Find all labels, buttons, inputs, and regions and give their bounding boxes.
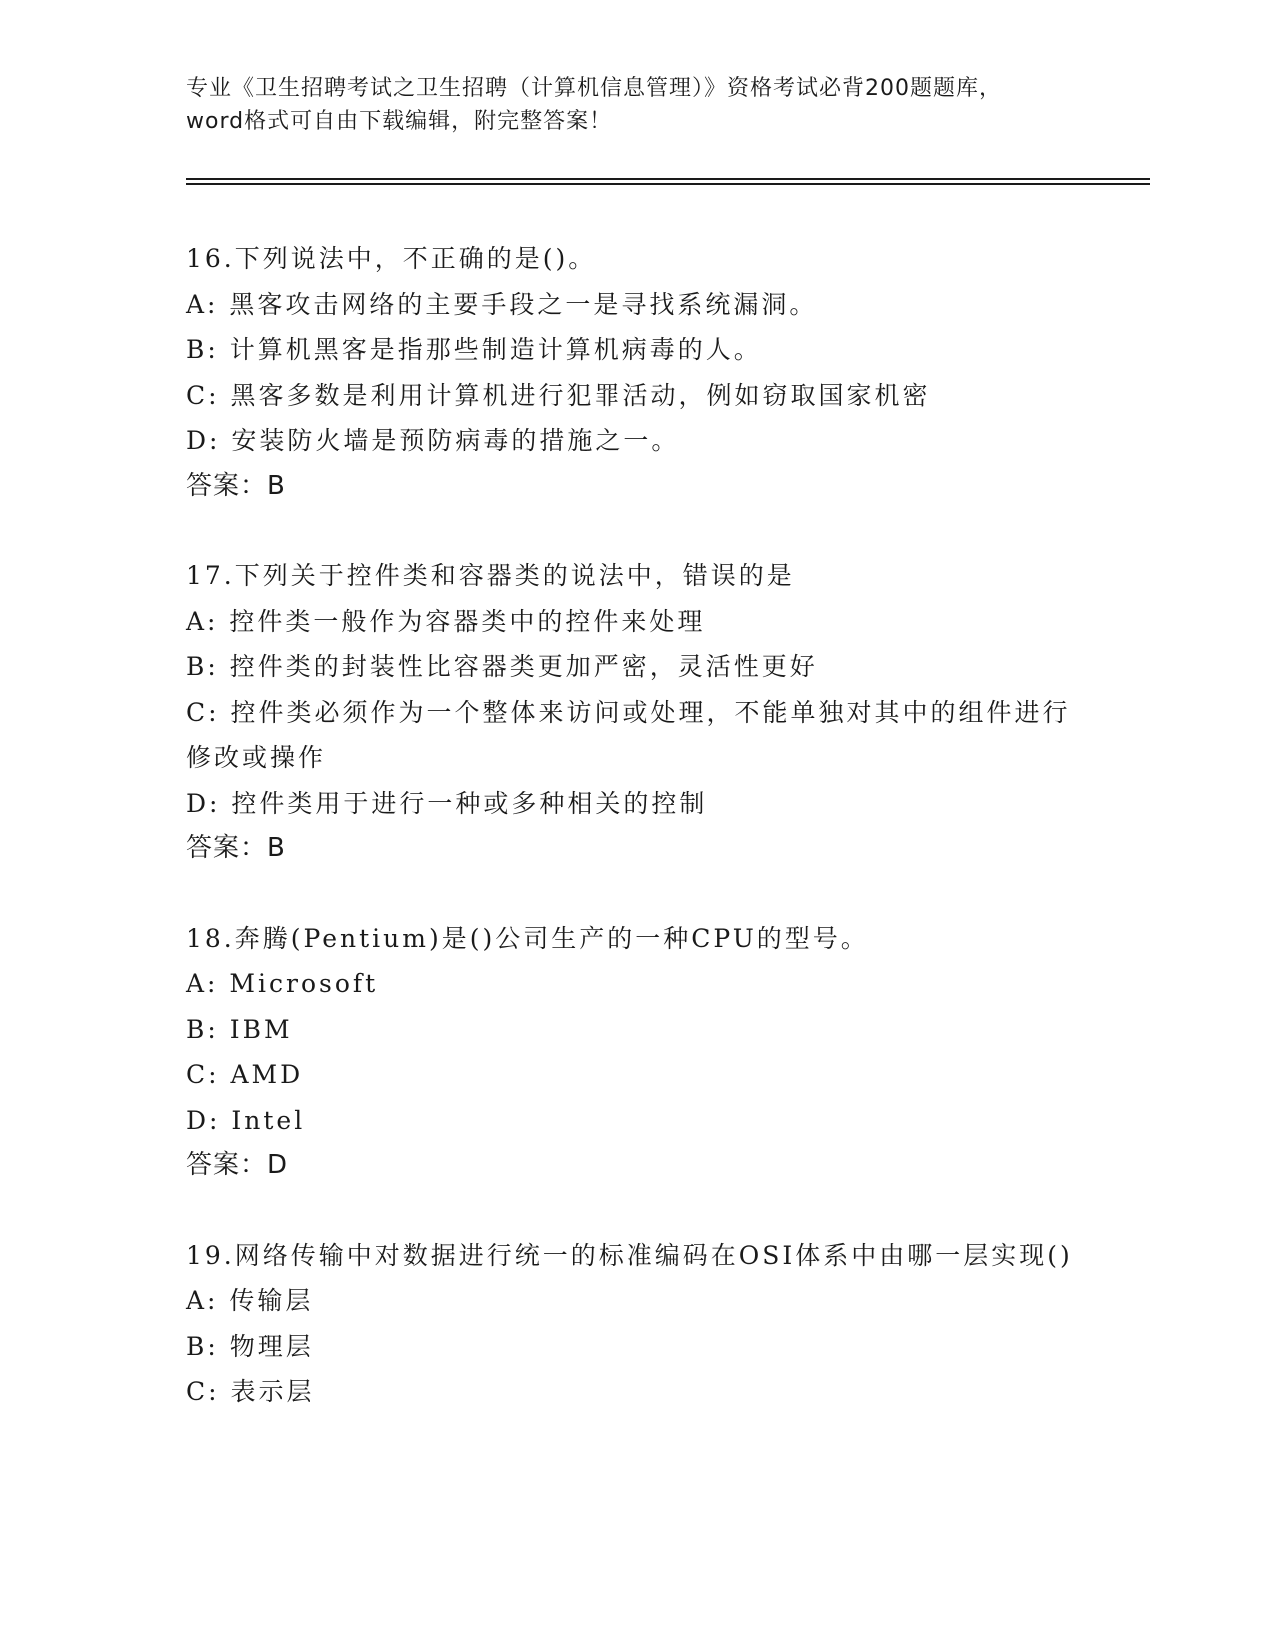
option-b: B: 物理层 <box>186 1331 314 1361</box>
option-c: C: AMD <box>186 1060 304 1089</box>
option-b: B: 计算机黑客是指那些制造计算机病毒的人。 <box>186 335 762 364</box>
question-19 <box>186 1233 1086 1415</box>
answer: 答案：B <box>186 833 286 863</box>
question-16 <box>186 236 1086 509</box>
option-a: A: 传输层 <box>186 1286 314 1315</box>
question-stem: 19.网络传输中对数据进行统一的标准编码在OSI体系中由哪一层实现() <box>186 1240 1073 1270</box>
option-d: D: 安装防火墙是预防病毒的措施之一。 <box>186 426 680 455</box>
header-divider-bottom <box>186 183 1150 185</box>
option-d: D: 控件类用于进行一种或多种相关的控制 <box>186 788 708 818</box>
header-line-2: word格式可自由下载编辑，附完整答案！ <box>186 109 613 134</box>
question-17 <box>186 553 1086 872</box>
option-b: B: IBM <box>186 1014 293 1044</box>
option-a: A: Microsoft <box>186 969 379 998</box>
question-18 <box>186 916 1086 1189</box>
answer: 答案：B <box>186 470 286 501</box>
answer: 答案：D <box>186 1150 289 1180</box>
option-c: C: 黑客多数是利用计算机进行犯罪活动，例如窃取国家机密 <box>186 380 931 410</box>
question-stem: 16.下列说法中，不正确的是()。 <box>186 244 597 273</box>
option-c: C: 表示层 <box>186 1377 315 1406</box>
header-divider-top <box>186 178 1150 180</box>
option-a: A: 黑客攻击网络的主要手段之一是寻找系统漏洞。 <box>186 289 818 319</box>
question-list <box>186 236 1086 1459</box>
document-header <box>186 72 1086 138</box>
option-b: B: 控件类的封装性比容器类更加严密，灵活性更好 <box>186 652 818 681</box>
header-line-1: 专业《卫生招聘考试之卫生招聘（计算机信息管理）》资格考试必背200题题库， <box>186 76 1002 101</box>
question-stem: 17.下列关于控件类和容器类的说法中，错误的是 <box>186 561 795 590</box>
option-a: A: 控件类一般作为容器类中的控件来处理 <box>186 606 706 636</box>
option-c: C: 控件类必须作为一个整体来访问或处理，不能单独对其中的组件进行修改或操作 <box>186 697 1071 772</box>
option-d: D: Intel <box>186 1105 306 1135</box>
question-stem: 18.奔腾(Pentium)是()公司生产的一种CPU的型号。 <box>186 923 869 953</box>
